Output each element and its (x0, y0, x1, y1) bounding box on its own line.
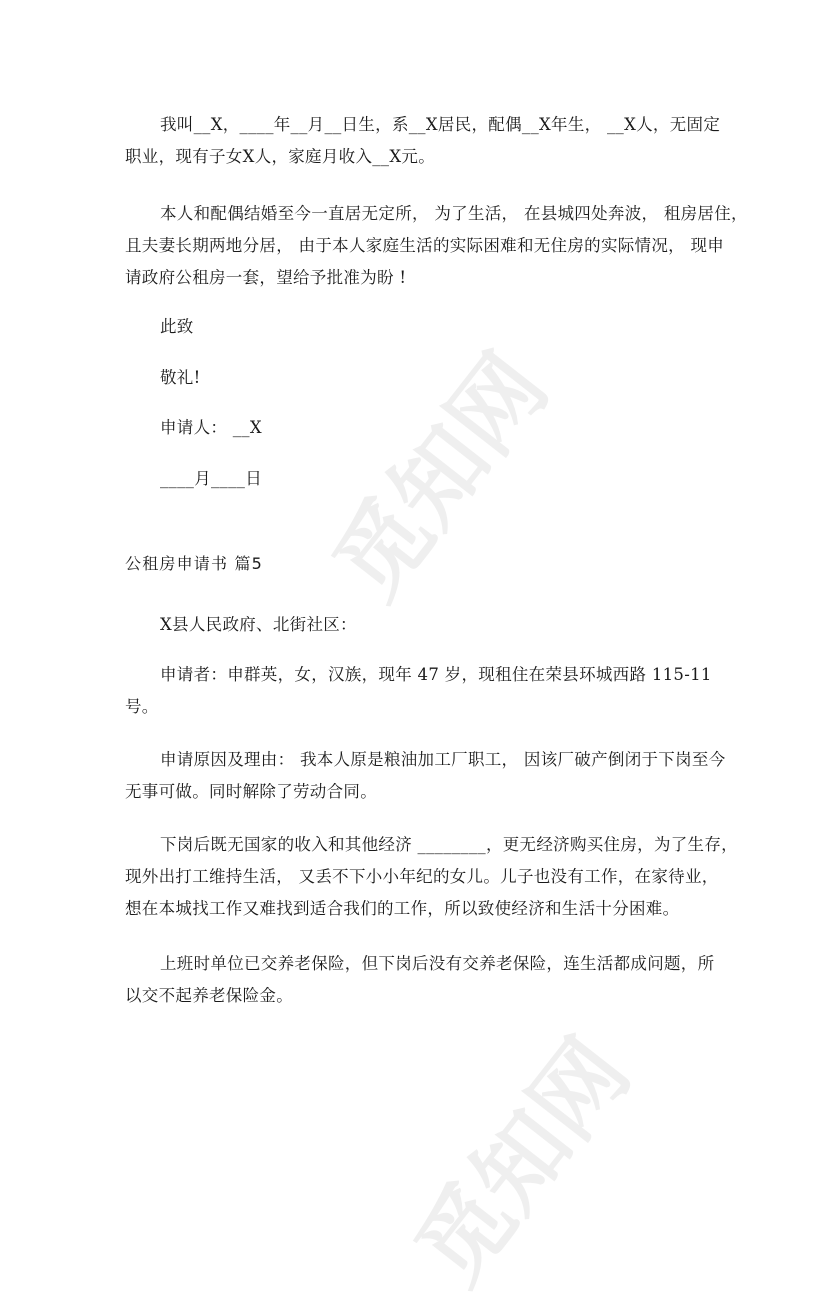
pension-line-1: 上班时单位已交养老保险，但下岗后没有交养老保险，连生活都成问题，所 (160, 954, 715, 973)
section-title: 公租房申请书 篇5 (125, 554, 264, 573)
applicant-signature: 申请人： __X (160, 418, 262, 437)
hardship-line-2: 现外出打工维持生活， 又丢不下小小年纪的女儿。儿子也没有工作，在家待业， (125, 867, 719, 886)
closing-ci-zhi: 此致 (160, 317, 194, 336)
applicant-info-line-1: 申请者：申群英，女，汉族，现年 47 岁，现租住在荣县环城西路 115-11 (160, 665, 712, 684)
addressee: X县人民政府、北街社区： (160, 615, 357, 634)
watermark-text: 觅知网 (313, 334, 569, 619)
paragraph-1-line-2: 职业，现有子女X人，家庭月收入__X元。 (125, 147, 435, 166)
pension-line-2: 以交不起养老保险金。 (125, 986, 293, 1005)
paragraph-2-line-3: 请政府公租房一套，望给予批准为盼 ! (125, 268, 407, 287)
watermark-text-lower: 觅知网 (395, 1019, 651, 1304)
paragraph-1-line-1: 我叫__X，____年__月__日生，系__X居民，配偶__X年生， __X人，无固定 (160, 115, 721, 134)
hardship-line-3: 想在本城找工作又难找到适合我们的工作，所以致使经济和生活十分困难。 (125, 899, 680, 918)
signature-date: ____月____日 (160, 469, 262, 488)
closing-jing-li: 敬礼! (160, 368, 201, 387)
reason-line-1: 申请原因及理由： 我本人原是粮油加工厂职工， 因该厂破产倒闭于下岗至今 (160, 750, 726, 769)
applicant-info-line-2: 号。 (125, 697, 159, 716)
paragraph-2-line-1: 本人和配偶结婚至今一直居无定所， 为了生活， 在县城四处奔波， 租房居住， (160, 204, 748, 223)
reason-line-2: 无事可做。同时解除了劳动合同。 (125, 782, 377, 801)
hardship-line-1: 下岗后既无国家的收入和其他经济 ________，更无经济购买住房，为了生存， (160, 835, 738, 854)
paragraph-2-line-2: 且夫妻长期两地分居， 由于本人家庭生活的实际困难和无住房的实际情况， 现申 (125, 236, 725, 255)
